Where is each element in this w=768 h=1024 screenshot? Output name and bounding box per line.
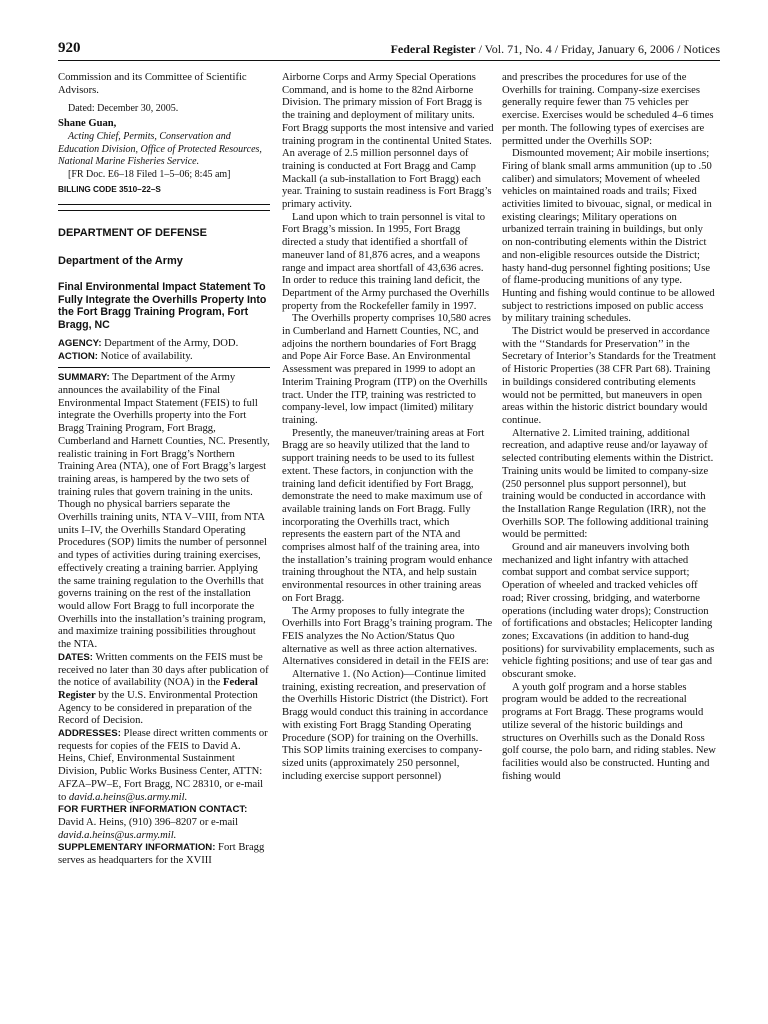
agency-line: AGENCY: Department of the Army, DOD. xyxy=(58,337,239,349)
addresses-section: ADDRESSES: Please direct written comments or requests for copies of the FEIS to David A. Heins, Chief, Environmental Sustainment Division, Public Works Business Center, ATTN: AFZA–PW–E, Fort Bragg, NC 28310, or e-mail to david.a.heins@us.army.mil. xyxy=(58,728,268,803)
paragraph: Ground and air maneuvers involving both mechanized and light infantry with attached combat support and combat service support; Operation of wheeled and tracked vehicles off road; River crossing, bridging, and waterborne operations (including water drops); Construction of fortifications and obstacles; Helicopter landing zones; Excavations (in addition to hand-dug positions) for survivability emplacements, such as vehicle fighting positions; and use of tear gas and obscurant smoke. xyxy=(502,542,715,681)
section-rule-2 xyxy=(58,210,270,211)
column-1 xyxy=(58,72,270,868)
dates-section: DATES: Written comments on the FEIS must be received no later than 30 days after publication of the notice of availability (NOA) in the Federal Register by the U.S. Environmental Protection Agency to be considered in preparation of the Record of Decision. xyxy=(58,651,269,727)
column-2 xyxy=(282,72,494,783)
paragraph: The District would be preserved in accordance with the ‘‘Standards for Preservation’’ in the Secretary of Interior’s Standards for the Treatment of Historic Properties (38 CFR Part 68). Training in buildings considered contributing elements would not be permitted, but maneuvers in open areas within the historic district boundary would continue. xyxy=(502,326,716,426)
paragraph: Dismounted movement; Air mobile insertions; Firing of blank small arms ammunition (up to .50 caliber) and simulators; Movement of wheeled vehicles on maintained roads and trails; Fixed activities limited to bivouac, signal, or medical in existing clearings; Military operations on urbanized terrain training in buildings, but only on non-contributing elements within the District and non-eligible resources outside the District; hasty hand-dug personnel fighting positions; Use of flame-producing munitions of any type. Hunting and fishing would continue to be allowed subject to restrictions imposed on public access by military training schedules. xyxy=(502,148,715,325)
action-line: ACTION: Notice of availability. xyxy=(58,350,193,362)
column-3 xyxy=(502,72,716,783)
paragraph: A youth golf program and a horse stables program would be added to the recreational programs at Fort Bragg. These programs would utilize several of the historic buildings and structures on Overhills such as the Donald Ross golf course, the polo barn, and riding stables. New facilities would also be constructed. Hunting and fishing would xyxy=(502,681,716,782)
paragraph: The Overhills property comprises 10,580 acres in Cumberland and Harnett Counties, NC, and adjoins the northern boundaries of Fort Bragg and Pope Air Force Base. An Environmental Assessment was prepared in 1999 to adopt an Interim Training Program (ITP) on the Overhills tract. Under the ITP, training was restricted to company-level, low impact (limited) military training. xyxy=(282,313,491,426)
supplementary-section: SUPPLEMENTARY INFORMATION: Fort Bragg serves as headquarters for the XVIII xyxy=(58,842,265,867)
contact-email: david.a.heins@us.army.mil. xyxy=(58,829,177,841)
section-rule xyxy=(58,204,270,205)
contact-section: FOR FURTHER INFORMATION CONTACT: David A. Heins, (910) 396–8207 or e-mail david.a.heins@us.army.mil. xyxy=(58,804,248,841)
summary-section: SUMMARY: The Department of the Army announces the availability of the Final Environmental Impact Statement (FEIS) to full integrate the Overhills property into the Fort Bragg Training Program, Fort Bragg, Cumberland and Harnett Counties, NC. Presently, realistic training in Fort Bragg’s Northern Training Area (NTA), one of Fort Bragg’s largest training areas, is hampered by the two sets of training rules that govern training in the units. Though no physical barriers separate the Overhills training units, NTA V–VIII, from NTA units I–IV, the Overhills Standard Operating Procedures (SOP) limits the number of personnel and types of activities during training exercises, effectively creating a training barrier. Applying the same training regulation to the Overhills that governs training on the rest of the installation would allow Fort Bragg to full incorporate the Overhills into the installation’s training program, and maximize training possibilities throughout the NTA. xyxy=(58,372,270,651)
page-number: 920 xyxy=(58,40,81,56)
signer-name: Shane Guan, xyxy=(58,118,117,130)
running-head xyxy=(391,42,720,57)
agency-heading: Department of the Army xyxy=(58,255,183,268)
department-heading: DEPARTMENT OF DEFENSE xyxy=(58,227,207,240)
issue-info: / Vol. 71, No. 4 / Friday, January 6, 2006 / Notices xyxy=(475,42,720,56)
paragraph: Alternative 1. (No Action)—Continue limited training, existing recreation, and preservation of the Overhills Historic District (the District). Fort Bragg would conduct this training in accordance with existing Fort Bragg Standing Operating Procedure (SOP) for training on the Overhills. This SOP limits training exercises to company-sized units (approximately 250 personnel, including exercise support personnel) xyxy=(282,669,489,782)
page-header xyxy=(58,40,720,61)
billing-code: BILLING CODE 3510–22–S xyxy=(58,184,161,194)
paragraph: Land upon which to train personnel is vital to Fort Bragg’s mission. In 1995, Fort Bragg directed a study that identified a shortfall of maneuver land of 81,876 acres, and a weapons range and impact area shortfall of 43,636 acres. In order to reduce this training land deficit, the Department of the Army purchased the Overhills property from the Rockefeller family in 1997. xyxy=(282,211,490,312)
paragraph: and prescribes the procedures for use of the Overhills for training. Company-size exercises generally require fewer than 75 vehicles per exercise. Exercises would be scheduled 4–6 times per month. The following types of exercises are permitted under the Overhills SOP: xyxy=(502,72,714,147)
summary-rule xyxy=(58,367,270,368)
previous-notice-ending: Commission and its Committee of Scientific Advisors. xyxy=(58,72,247,96)
paragraph: Alternative 2. Limited training, additional recreation, and adaptive reuse and/or layaway of selected contributing elements within the District. Training units would be limited to company-size (250 personnel plus support personnel), but training would be conducted in accordance with the Installation Range Regulation (IRR), not the Overhills SOP. The following additional training would be permitted: xyxy=(502,427,714,541)
signer-title: Acting Chief, Permits, Conservation and Education Division, Office of Protected Resources, National Marine Fisheries Service. xyxy=(58,130,262,168)
paragraph: The Army proposes to fully integrate the Overhills into Fort Bragg’s training program. The FEIS analyzes the No Action/Status Quo alternative as well as three action alternatives. Alternatives considered in detail in the FEIS are: xyxy=(282,605,493,668)
publication-name: Federal Register xyxy=(390,42,476,56)
fr-doc-line: [FR Doc. E6–18 Filed 1–5–06; 8:45 am] xyxy=(68,168,231,180)
paragraph: Airborne Corps and Army Special Operations Command, and is home to the 82nd Airborne Division. The primary mission of Fort Bragg is the training and deployment of military units. Fort Bragg supports the most intensive and varied training program in the continental United States. An average of 2.5 million personnel days of training is conducted at Fort Bragg and Camp Mackall (a sub-installation to Fort Bragg) each year. Training to sustain readiness is Fort Bragg’s primary activity. xyxy=(282,72,494,211)
document-title: Final Environmental Impact Statement To Fully Integrate the Overhills Property Into the Fort Bragg Training Program, Fort Bragg, NC xyxy=(58,280,267,332)
paragraph: Presently, the maneuver/training areas at Fort Bragg are so heavily utilized that the land to support training needs to be used to its fullest extent. These factors, in conjunction with the training land deficit identified by Fort Bragg, demonstrate the need to make maximum use of available training lands on Fort Bragg. Fully incorporating the Overhills tract, which represents the eastern part of the NTA and comprises almost half of the training area, into the installation’s training program would enhance training throughout the NTA, and help sustain environmental resources in other training areas on Fort Bragg. xyxy=(282,427,493,604)
email-link: david.a.heins@us.army.mil. xyxy=(68,791,188,803)
dated-line: Dated: December 30, 2005. xyxy=(68,103,179,115)
